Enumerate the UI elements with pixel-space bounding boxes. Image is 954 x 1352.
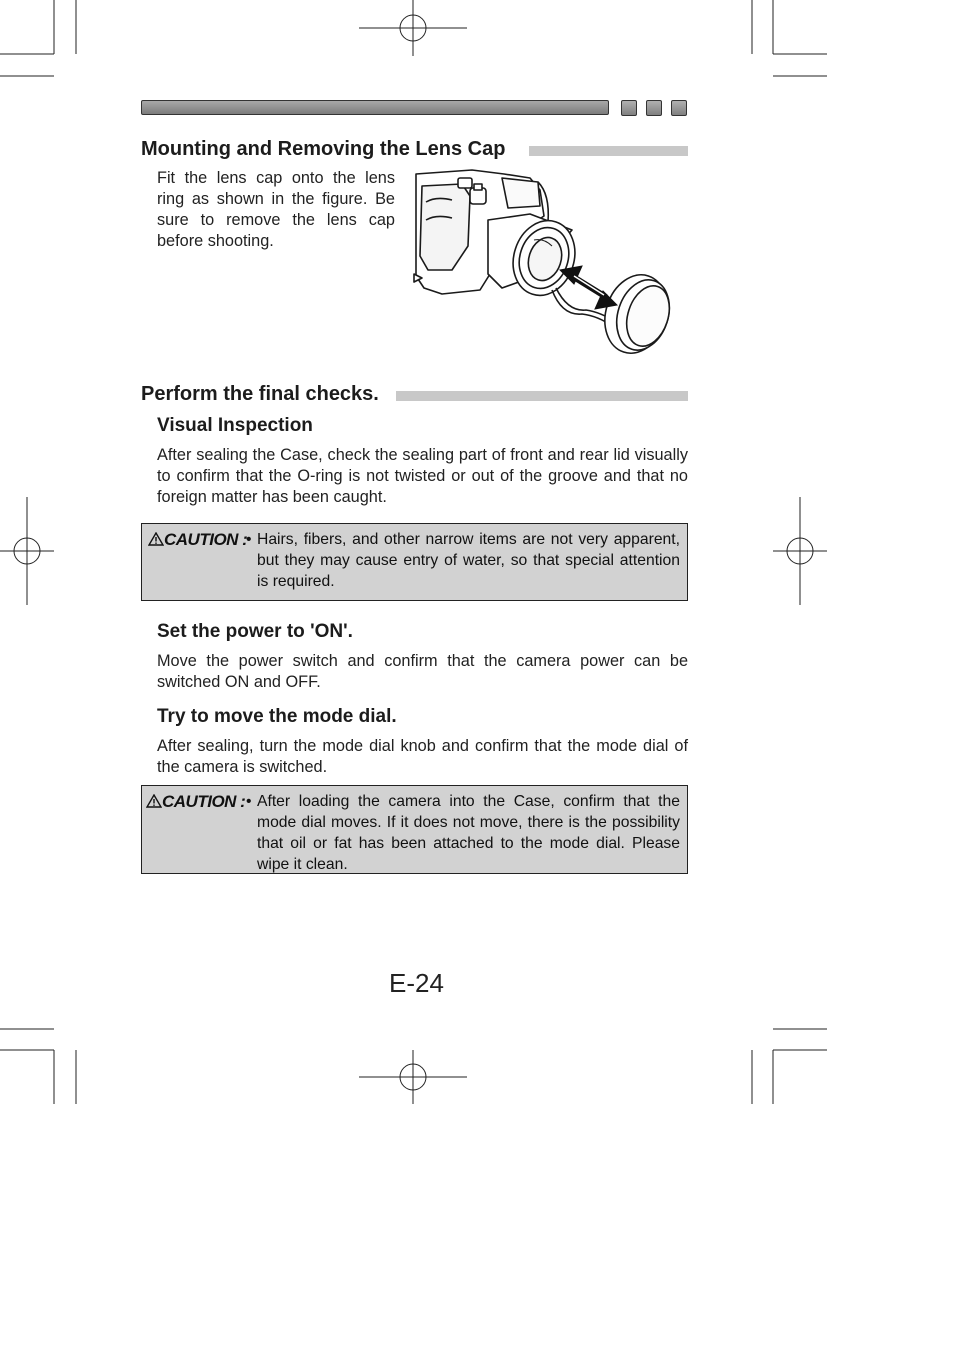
warning-triangle-icon <box>148 532 164 546</box>
lens-cap-body: Fit the lens cap onto the lens ring as shown in the figure. Be sure to remove the lens cap before shooting. <box>157 169 395 250</box>
header-square-2 <box>646 100 662 116</box>
mode-dial-body: After sealing, turn the mode dial knob and confirm that the mode dial of the camera is switched. <box>157 737 688 776</box>
header-bar <box>141 100 609 115</box>
lens-cap-heading: Mounting and Removing the Lens Cap <box>141 138 506 160</box>
caution-text <box>246 529 680 592</box>
visual-inspection-body: After sealing the Case, check the sealing part of front and rear lid visually to confirm that the O-ring is not twisted or out of the groove and that no foreign matter has been caught. <box>157 446 688 506</box>
header-square-3 <box>671 100 687 116</box>
power-body: Move the power switch and confirm that the camera power can be switched ON and OFF. <box>157 652 688 691</box>
warning-triangle-icon <box>146 794 162 808</box>
caution-text <box>246 791 680 875</box>
power-heading: Set the power to 'ON'. <box>157 621 353 642</box>
caution-box-2 <box>141 785 688 874</box>
heading-rule <box>396 391 688 401</box>
caution-message: Hairs, fibers, and other narrow items are not very apparent, but they may cause entry of water, so that special attention is required. <box>257 531 680 590</box>
caution-message: After loading the camera into the Case, confirm that the mode dial moves. If it does not move, there is the possibility that oil or fat has been attached to the mode dial. Please wipe it clean. <box>257 793 680 873</box>
bullet: • <box>246 531 252 548</box>
bullet: • <box>246 793 252 810</box>
header-square-1 <box>621 100 637 116</box>
caution-label: CAUTION : <box>146 792 245 812</box>
caution-label: CAUTION : <box>148 530 247 550</box>
camera-lens-cap-illustration <box>412 166 672 356</box>
page-number: E-24 <box>389 968 444 998</box>
final-checks-heading: Perform the final checks. <box>141 383 379 405</box>
caution-box-1 <box>141 523 688 601</box>
visual-inspection-heading: Visual Inspection <box>157 415 313 436</box>
mode-dial-heading: Try to move the mode dial. <box>157 706 397 727</box>
heading-rule <box>529 146 688 156</box>
